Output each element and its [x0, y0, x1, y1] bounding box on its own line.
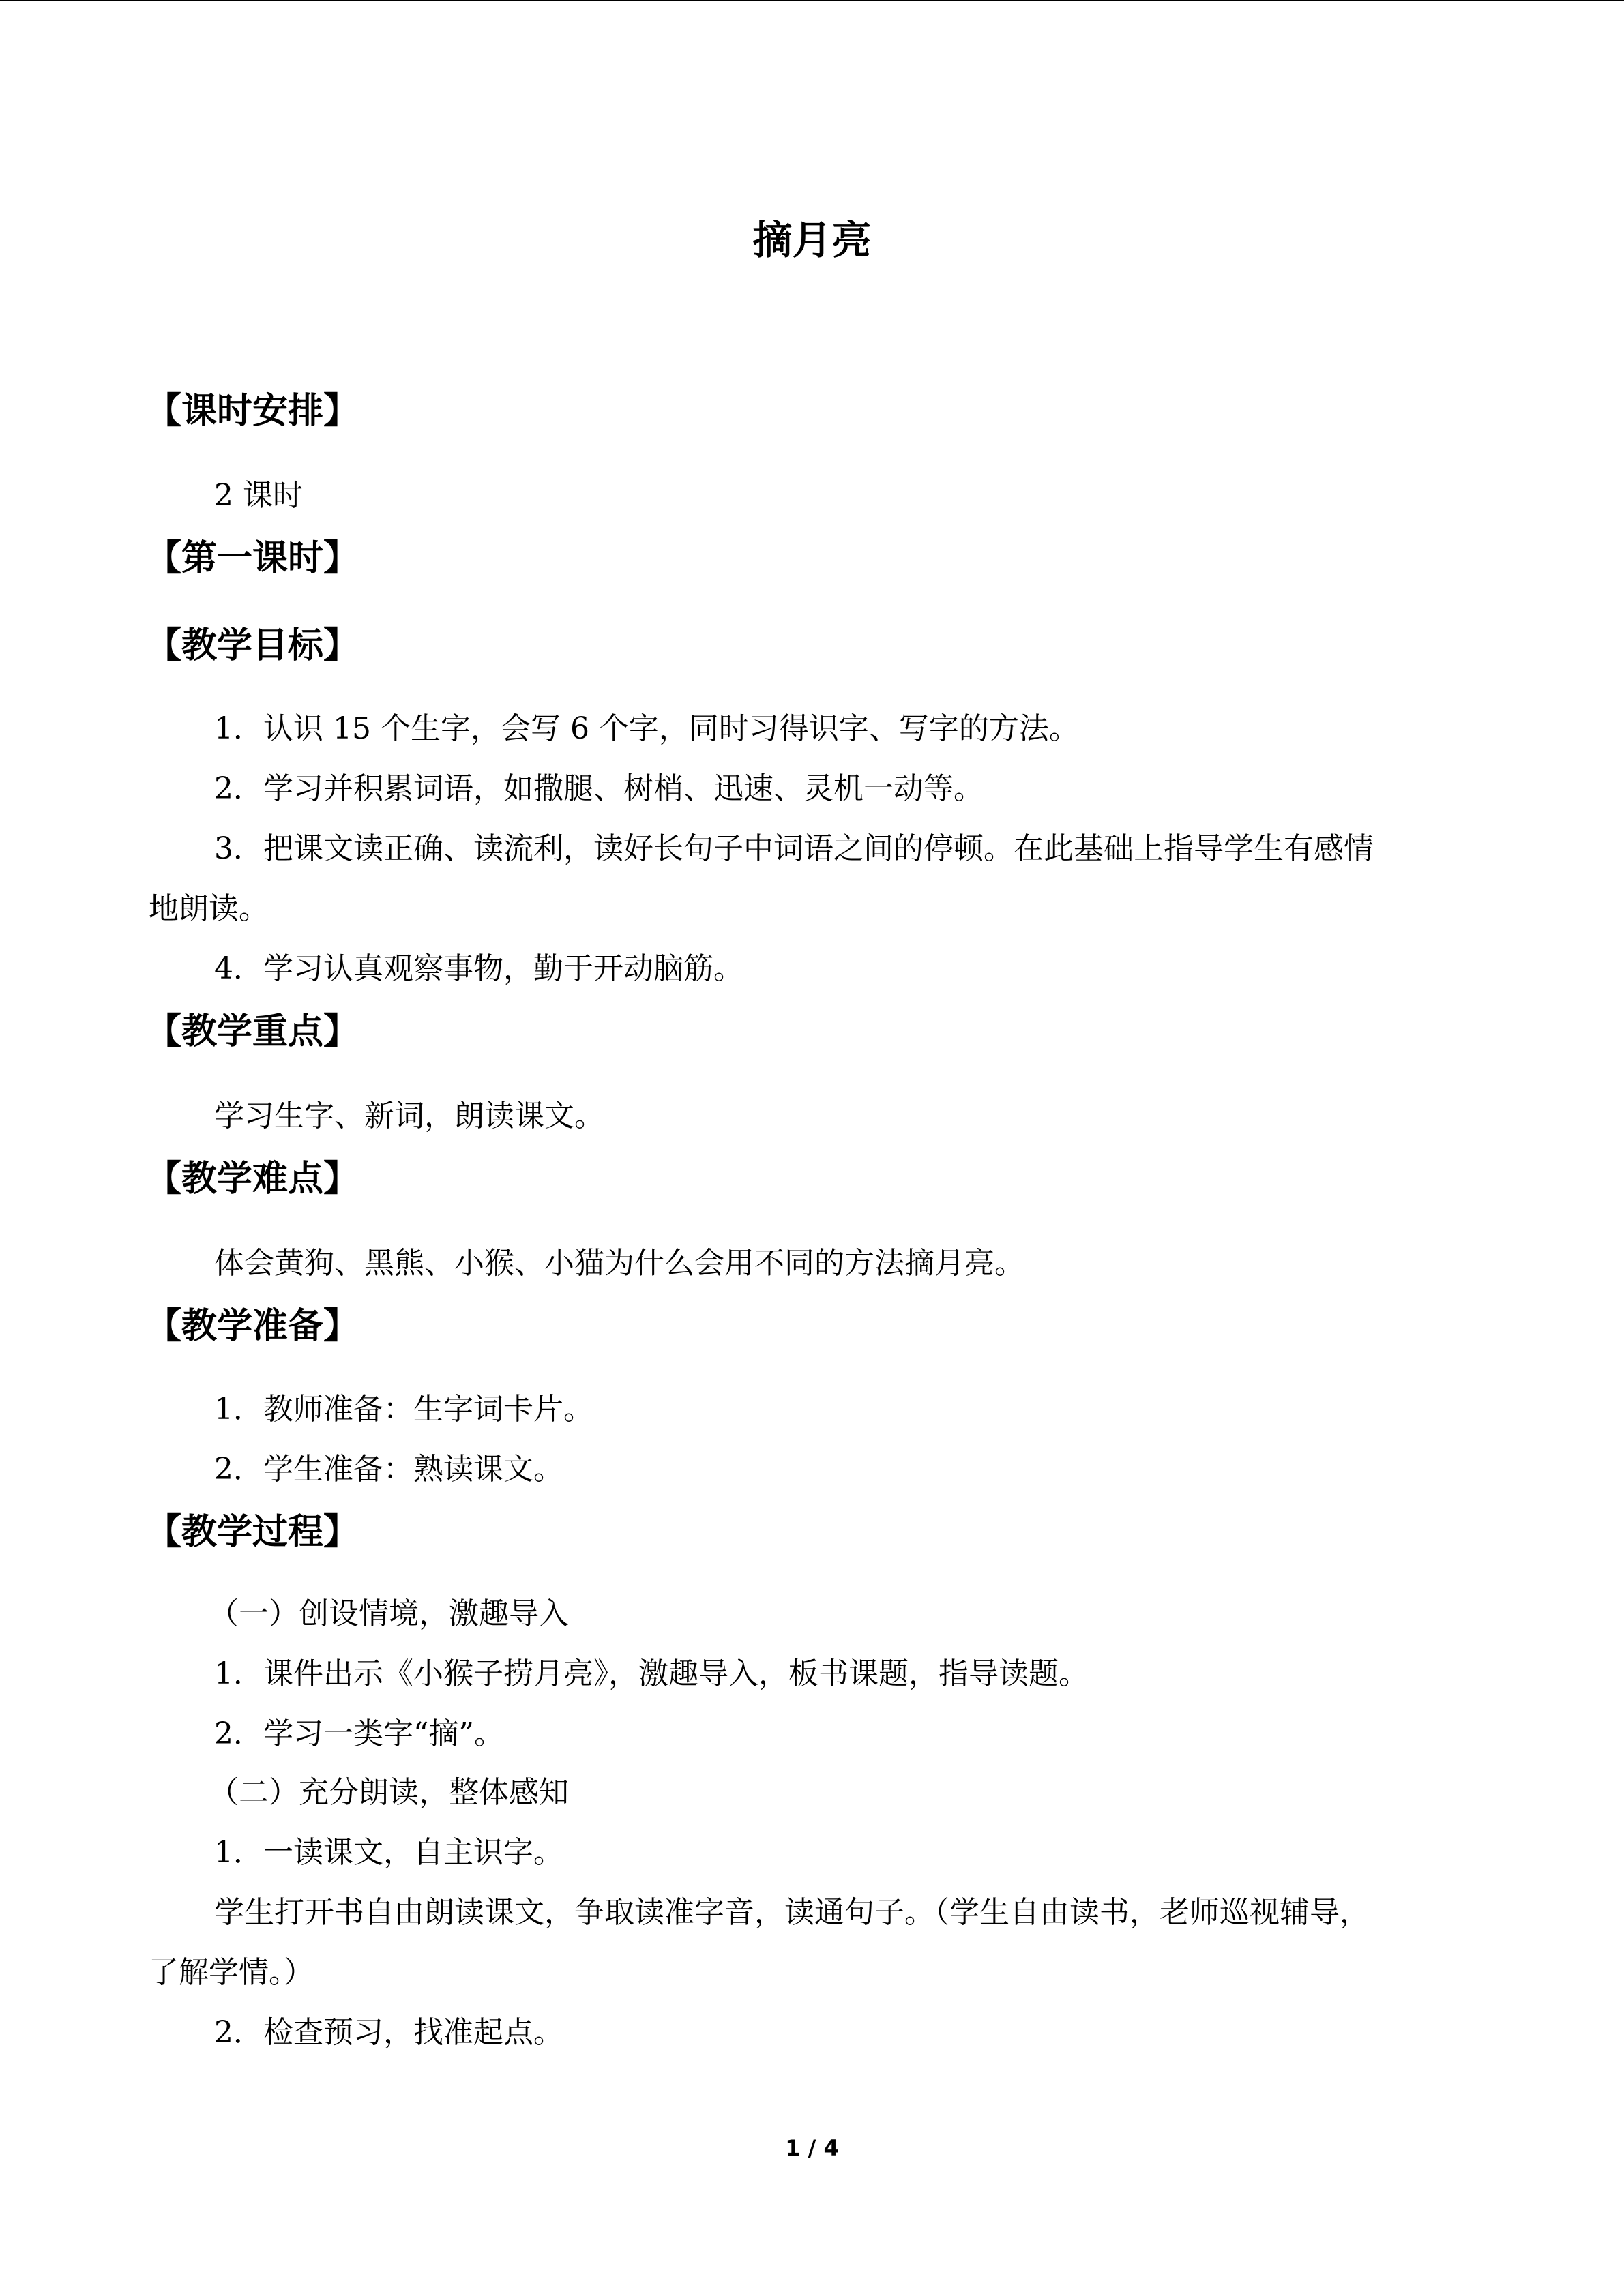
- heading-difficulties: 【教学难点】: [146, 1159, 359, 1199]
- goal-item-3: 3．把课文读正确、读流利，读好长句子中词语之间的停顿。在此基础上指导学生有感情: [214, 831, 1374, 866]
- page-number: 1 / 4: [785, 2135, 839, 2161]
- schedule-text: 2 课时: [214, 478, 303, 513]
- heading-process: 【教学过程】: [146, 1512, 359, 1553]
- heading-lesson-one: 【第一课时】: [146, 538, 359, 579]
- heading-key-points: 【教学重点】: [146, 1011, 359, 1052]
- process-item-5: 2．检查预习，找准起点。: [214, 2015, 563, 2050]
- process-step-1-title: （一）创设情境，激趣导入: [209, 1596, 569, 1631]
- process-item-4: 学生打开书自由朗读课文，争取读准字音，读通句子。（学生自由读书，老师巡视辅导，: [214, 1895, 1370, 1930]
- goal-item-4: 4．学习认真观察事物，勤于开动脑筋。: [214, 951, 743, 986]
- heading-preparation: 【教学准备】: [146, 1306, 359, 1347]
- heading-goals: 【教学目标】: [146, 625, 359, 666]
- process-item-2: 2．学习一类字“摘”。: [214, 1716, 504, 1751]
- prep-item-2: 2．学生准备：熟读课文。: [214, 1452, 563, 1487]
- goal-item-1: 1．认识 15 个生字，会写 6 个字，同时习得识字、写字的方法。: [214, 711, 1079, 746]
- document-title: 摘月亮: [752, 217, 872, 263]
- difficulties-text: 体会黄狗、黑熊、小猴、小猫为什么会用不同的方法摘月亮。: [214, 1246, 1024, 1281]
- process-step-2-title: （二）充分朗读，整体感知: [209, 1775, 569, 1810]
- goal-item-2: 2．学习并积累词语，如撒腿、树梢、迅速、灵机一动等。: [214, 771, 984, 806]
- prep-item-1: 1．教师准备：生字词卡片。: [214, 1392, 593, 1427]
- key-points-text: 学习生字、新词，朗读课文。: [214, 1099, 604, 1133]
- process-item-3: 1．一读课文，自主识字。: [214, 1835, 563, 1870]
- process-item-1: 1．课件出示《小猴子捞月亮》，激趣导入，板书课题，指导读题。: [214, 1656, 1089, 1691]
- process-item-4-continued: 了解学情。）: [149, 1955, 314, 1990]
- heading-schedule: 【课时安排】: [146, 391, 359, 432]
- goal-item-3-continued: 地朗读。: [149, 891, 269, 926]
- page-top-border: [0, 0, 1624, 3]
